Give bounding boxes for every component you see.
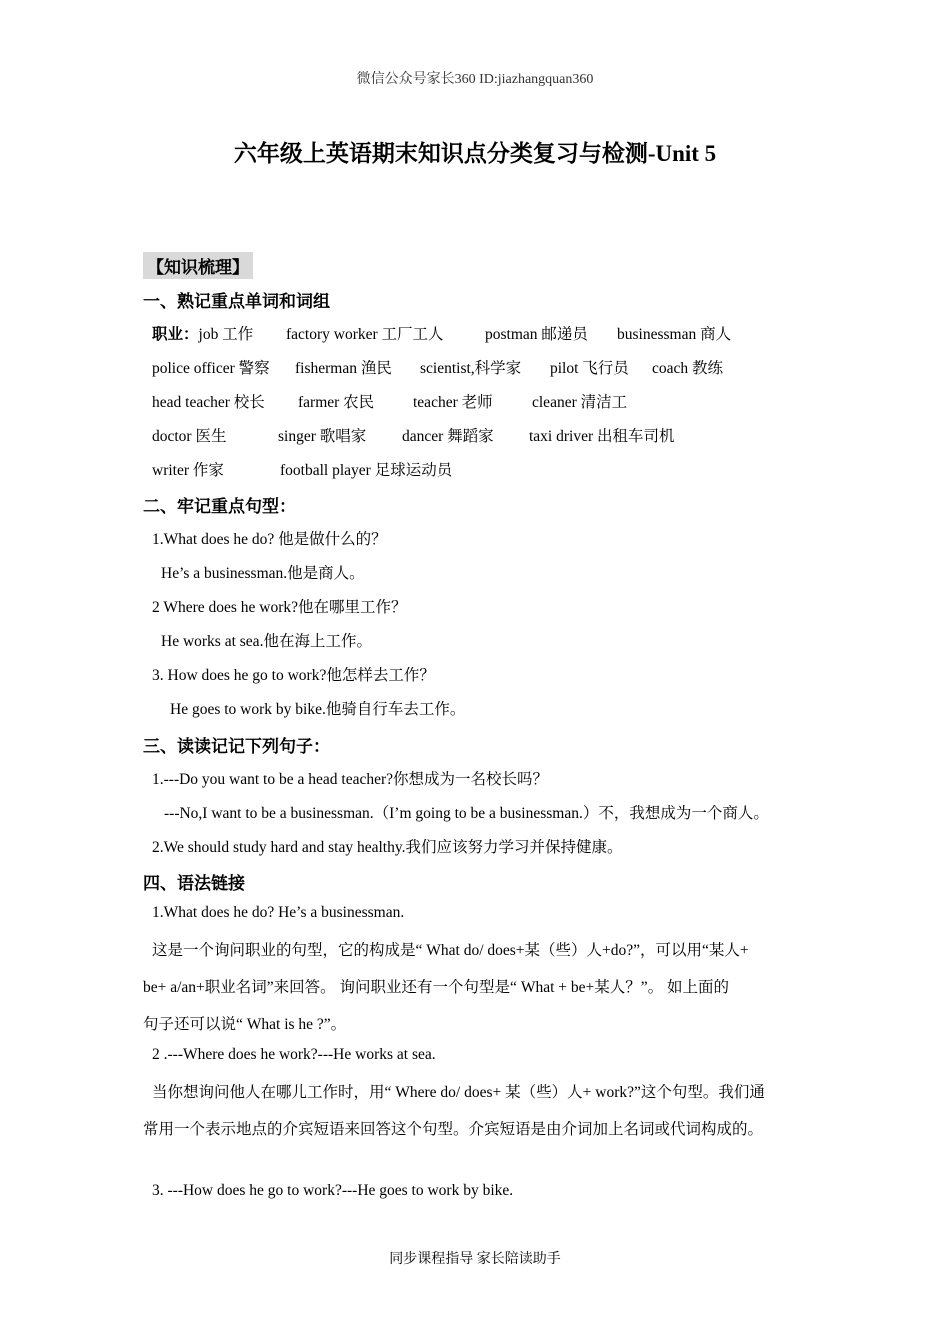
vocab-item: police officer 警察 xyxy=(152,360,270,377)
grammar-line: 常用一个表示地点的介宾短语来回答这个句型。介宾短语是由介词加上名词或代词构成的。 xyxy=(143,1121,764,1138)
page-header: 微信公众号家长360 ID:jiazhangquan360 xyxy=(356,72,594,87)
grammar-line: 1.What does he do? He’s a businessman. xyxy=(152,904,405,921)
vocab-row-1 xyxy=(152,322,253,344)
vocab-item: factory worker 工厂工人 xyxy=(286,326,444,343)
sentence-line: ---No,I want to be a businessman.（I’m going to be a businessman.）不，我想成为一个商人。 xyxy=(164,805,769,822)
grammar-line: 这是一个询问职业的句型，它的构成是“ What do/ does+某（些）人+do?”，可以用“某人+ xyxy=(152,942,749,959)
vocab-item: doctor 医生 xyxy=(152,428,227,445)
vocab-item: scientist,科学家 xyxy=(420,360,522,377)
vocab-item: singer 歌唱家 xyxy=(278,428,367,445)
sentence-line: 2 Where does he work?他在哪里工作？ xyxy=(152,599,407,616)
vocab-item: farmer 农民 xyxy=(298,394,375,411)
page-footer: 同步课程指导 家长陪读助手 xyxy=(389,1252,561,1267)
vocab-item: postman 邮递员 xyxy=(485,326,588,343)
vocab-item: teacher 老师 xyxy=(413,394,493,411)
vocab-label: 职业： xyxy=(152,326,199,343)
vocab-item: job 工作 xyxy=(198,326,254,343)
grammar-line: 当你想询问他人在哪儿工作时，用“ Where do/ does+ 某（些）人+ work?”这个句型。我们通 xyxy=(152,1084,765,1101)
vocab-item: cleaner 清洁工 xyxy=(532,394,628,411)
sentence-line: He works at sea.他在海上工作。 xyxy=(161,633,372,650)
vocab-item: football player 足球运动员 xyxy=(280,462,453,479)
part1-heading: 一、熟记重点单词和词组 xyxy=(143,292,330,311)
page-title: 六年级上英语期末知识点分类复习与检测-Unit 5 xyxy=(233,141,717,166)
vocab-item: head teacher 校长 xyxy=(152,394,265,411)
part2-heading: 二、牢记重点句型： xyxy=(143,497,296,516)
sentence-line: 2.We should study hard and stay healthy.我们应该努力学习并保持健康。 xyxy=(152,839,623,856)
part4-heading: 四、语法链接 xyxy=(143,874,245,893)
vocab-item: businessman 商人 xyxy=(617,326,732,343)
vocab-item: fisherman 渔民 xyxy=(295,360,392,377)
grammar-line: 2 .---Where does he work?---He works at sea. xyxy=(152,1046,436,1063)
sentence-line: 3. How does he go to work?他怎样去工作？ xyxy=(152,667,435,684)
grammar-line: 3. ---How does he go to work?---He goes to work by bike. xyxy=(152,1182,514,1199)
vocab-item: writer 作家 xyxy=(152,462,224,479)
sentence-line: He’s a businessman.他是商人。 xyxy=(161,565,365,582)
grammar-line: 句子还可以说“ What is he ?”。 xyxy=(143,1016,347,1033)
grammar-line: be+ a/an+职业名词”来回答。 询问职业还有一个句型是“ What + be+某人？”。 如上面的 xyxy=(143,979,729,996)
sentence-line: He goes to work by bike.他骑自行车去工作。 xyxy=(170,701,466,718)
vocab-item: pilot 飞行员 xyxy=(550,360,629,377)
part3-heading: 三、读读记记下列句子： xyxy=(143,737,330,756)
vocab-item: taxi driver 出租车司机 xyxy=(529,428,675,445)
sentence-line: 1.What does he do? 他是做什么的？ xyxy=(152,531,387,548)
section-label: 【知识梳理】 xyxy=(143,252,253,279)
sentence-line: 1.---Do you want to be a head teacher?你想成为一名校长吗？ xyxy=(152,771,549,788)
vocab-item: coach 教练 xyxy=(652,360,724,377)
vocab-item: dancer 舞蹈家 xyxy=(402,428,494,445)
